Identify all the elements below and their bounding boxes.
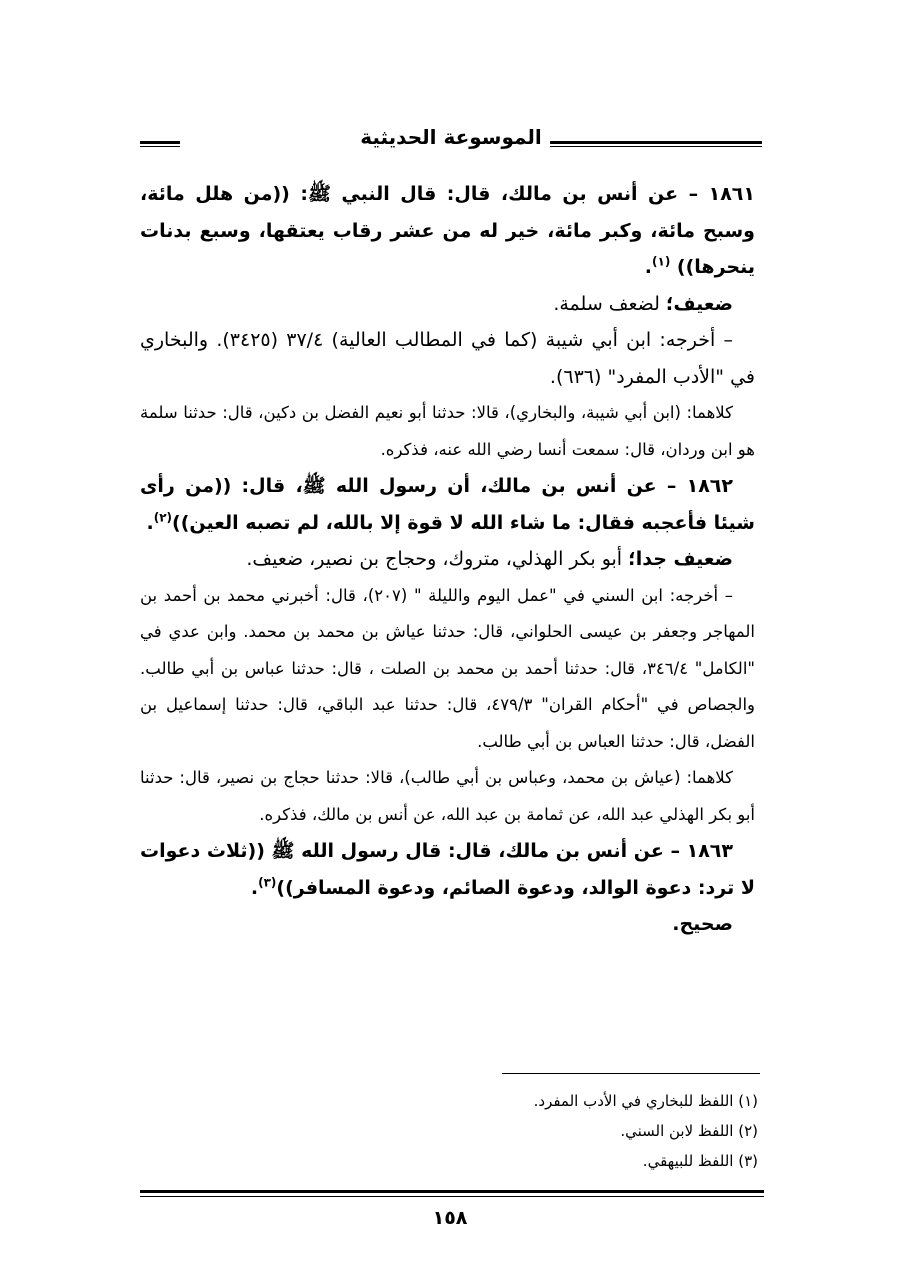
footnote-ref-3: (٣): [258, 875, 277, 890]
isnad-1862: كلاهما: (عياش بن محمد، وعباس بن أبي طالب)، قالا: حدثنا حجاج بن نصير، قال: حدثنا أبو بكر الهذلي عبد الله، عن ثمامة بن عبد الله، عن أنس بن مالك، فذكره.: [140, 768, 755, 824]
footnotes: [140, 1086, 758, 1176]
footer-rule: [140, 1190, 764, 1197]
footnote-ref-2: (٢): [153, 510, 173, 525]
hadith-1863: ١٨٦٣ – عن أنس بن مالك، قال: قال رسول الله ﷺ ((ثلاث دعوات لا ترد: دعوة الوالد، ودعوة الصائم، ودعوة المسافر))$^{(٣)}$.: [140, 840, 755, 899]
hadith-1862: ١٨٦٢ – عن أنس بن مالك، أن رسول الله ﷺ، قال: ((من رأى شيئا فأعجبه فقال: ما شاء الله لا قوة إلا بالله، لم تصبه العين))$^{(٢)}$.: [140, 475, 755, 534]
footnote-separator: [502, 1073, 760, 1074]
takhrij-1862: – أخرجه: ابن السني في "عمل اليوم والليلة " (٢٠٧)، قال: أخبرني محمد بن أحمد بن المهاجر وجعفر بن عيسى الحلواني، قال: حدثنا عياش بن محمد بن محمد. وابن عدي في "الكامل" ٣٤٦/٤، قال: حدثنا أحمد بن محمد بن الصلت ، قال: حدثنا عباس بن أبي طالب. والجصاص في "أحكام القران" ٤٧٩/٣، قال: حدثنا عبد الباقي، قال: حدثنا إسماعيل بن الفضل، قال: حدثنا العباس بن أبي طالب.: [140, 585, 755, 751]
header-title: الموسوعة الحديثية: [140, 125, 762, 149]
hadith-1861: ١٨٦١ – عن أنس بن مالك، قال: قال النبي ﷺ: ((من هلل مائة، وسبح مائة، وكبر مائة، خير له من عشر رقاب يعتقها، وسبع بدنات ينحرها)) $^{(١)}$.: [140, 183, 755, 278]
page-header: [140, 125, 762, 161]
footnote-2: (٢) اللفظ لابن السني.: [620, 1122, 758, 1140]
grade-1861: ضعيف؛ لضعف سلمة.: [553, 292, 733, 315]
grade-1862: ضعيف جدا؛ أبو بكر الهذلي، متروك، وحجاج بن نصير، ضعيف.: [246, 548, 733, 570]
footnote-3: (٣) اللفظ للبيهقي.: [642, 1152, 758, 1170]
main-text: [140, 176, 755, 943]
footnote-1: (١) اللفظ للبخاري في الأدب المفرد.: [533, 1092, 758, 1110]
footnote-ref-1: (١): [652, 254, 671, 269]
isnad-1861: كلاهما: (ابن أبي شيبة، والبخاري)، قالا: حدثنا أبو نعيم الفضل بن دكين، قال: حدثنا سلمة هو ابن وردان، قال: سمعت أنسا رضي الله عنه، فذكره.: [140, 403, 755, 459]
grade-1863: صحيح.: [672, 913, 733, 935]
takhrij-1861: – أخرجه: ابن أبي شيبة (كما في المطالب العالية) ٣٧/٤ (٣٤٢٥). والبخاري في "الأدب المفرد" (٦٣٦).: [140, 329, 755, 388]
page-number: ١٥٨: [432, 1207, 468, 1229]
